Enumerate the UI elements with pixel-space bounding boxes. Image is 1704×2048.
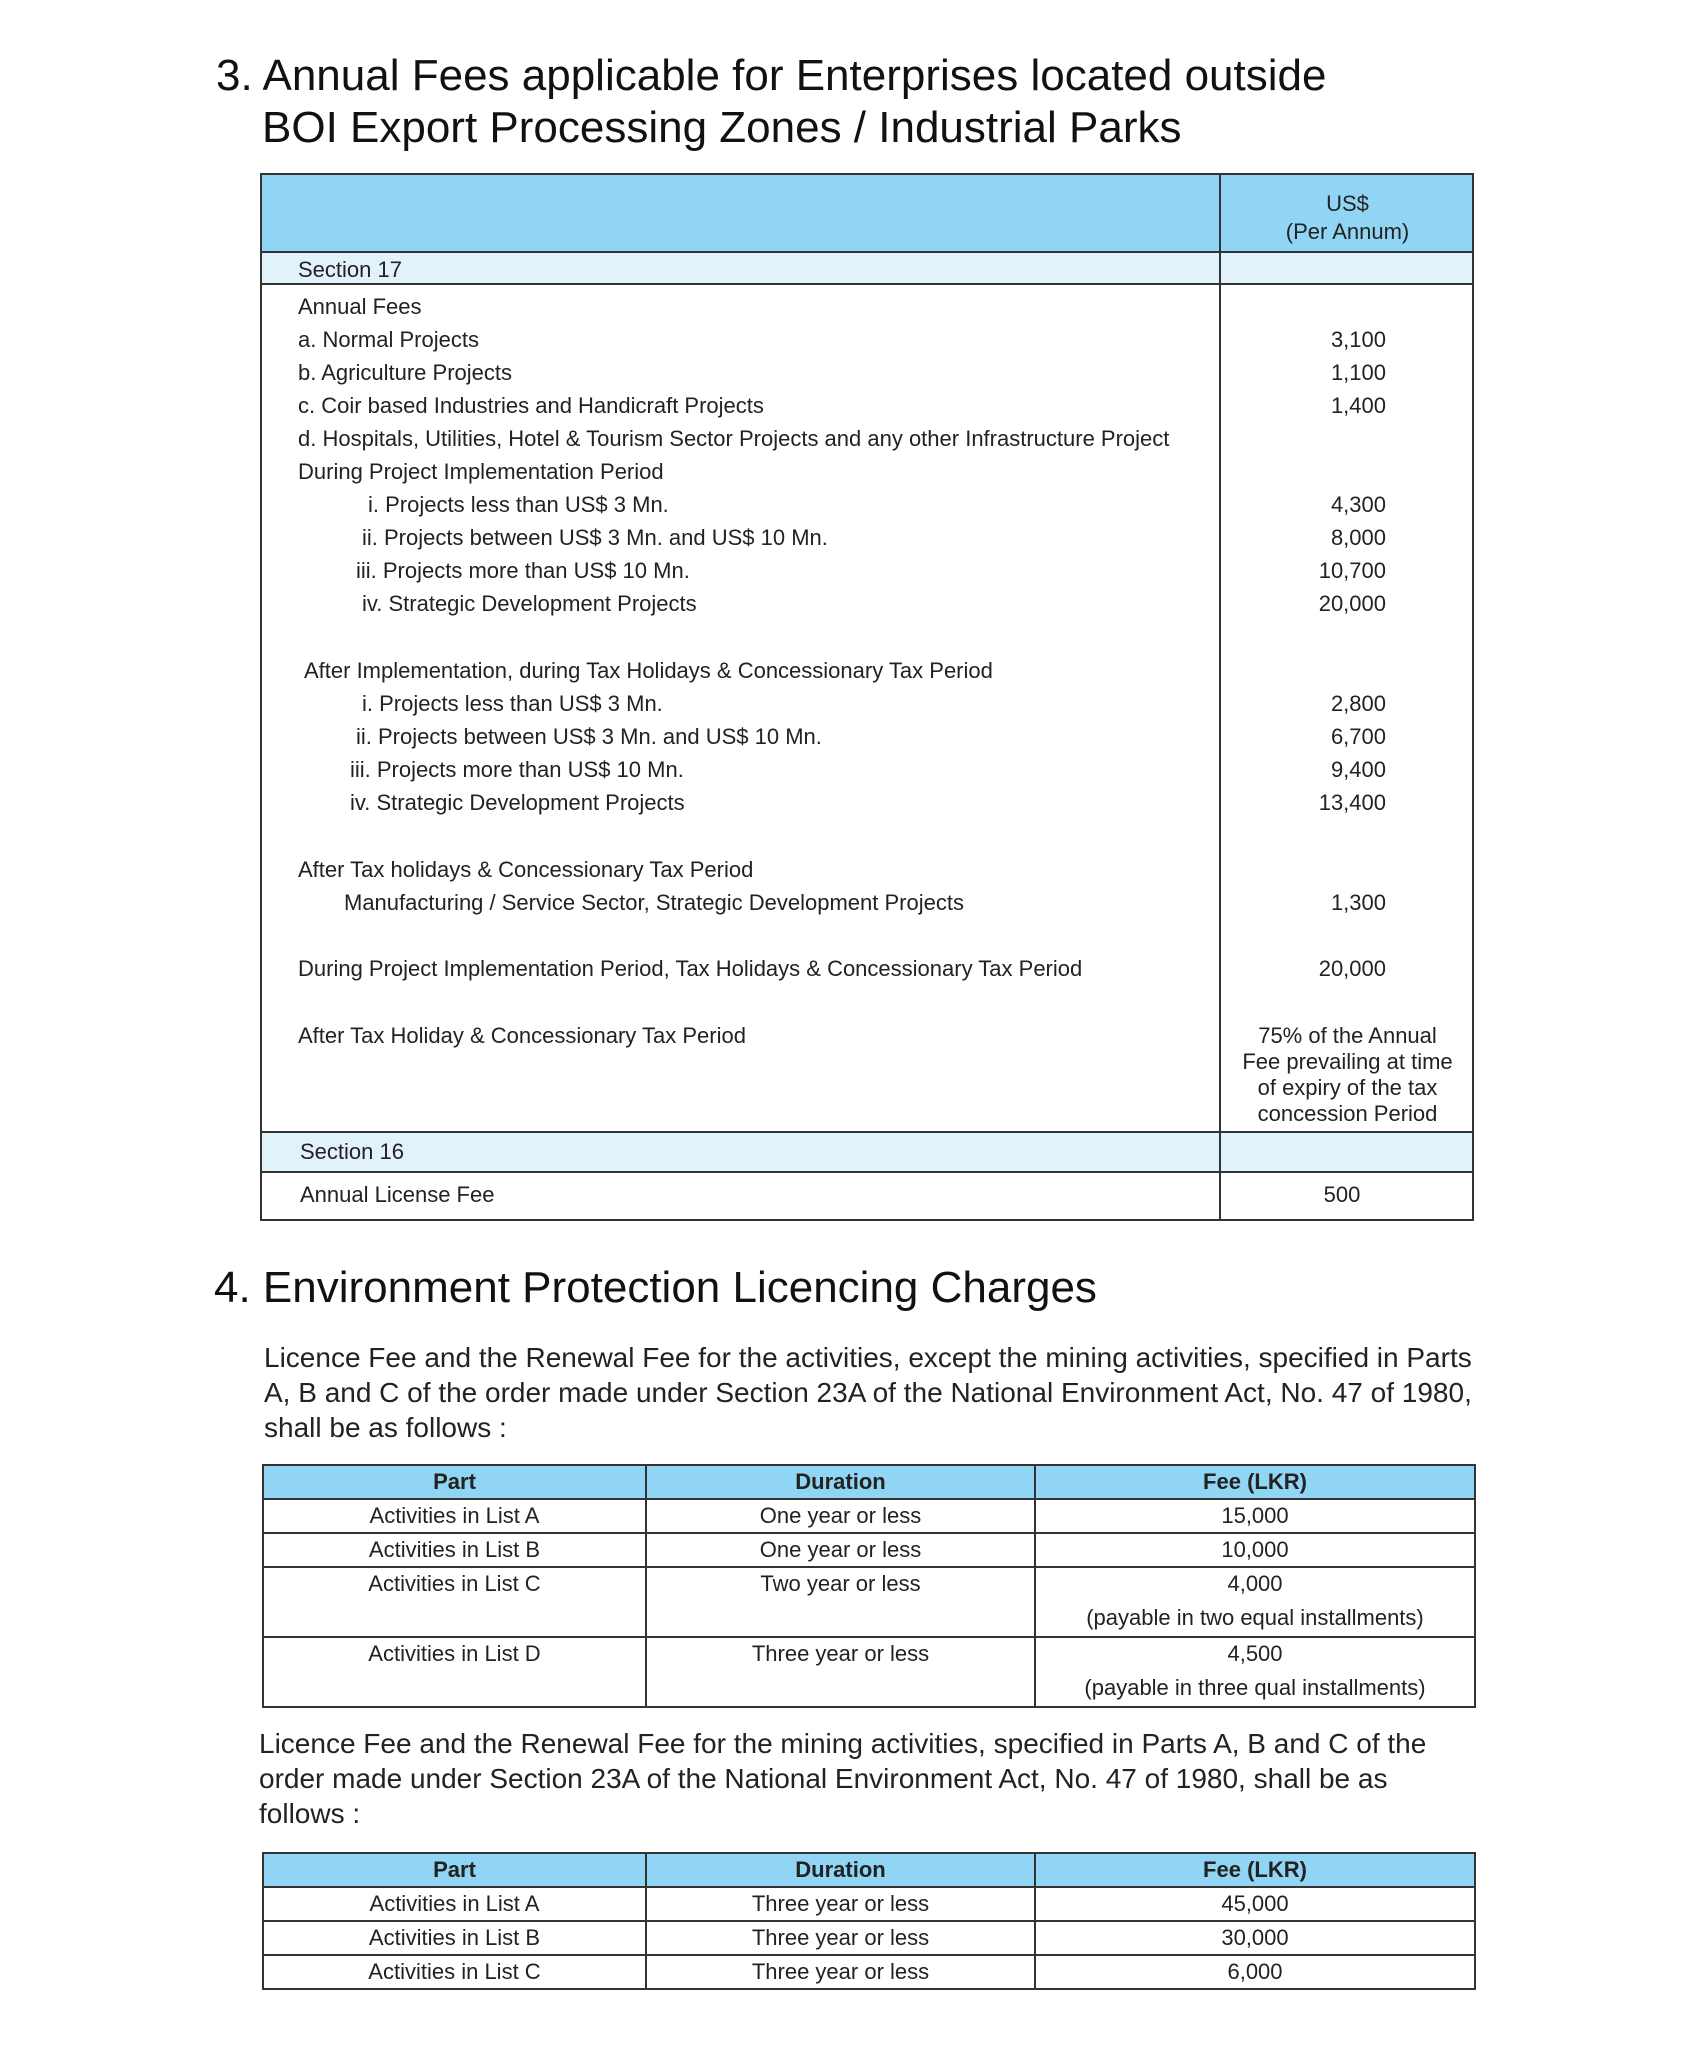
fee-cell <box>1035 1567 1475 1637</box>
section4-intro-line-3: shall be as follows : <box>264 1412 507 1443</box>
mining-intro-line-3: follows : <box>259 1798 361 1829</box>
duration-cell: Three year or less <box>646 1921 1035 1955</box>
after-impl-row-3-value: 9,400 <box>1330 757 1386 782</box>
after-impl-row-4-label: iv. Strategic Development Projects <box>350 790 685 815</box>
table-row <box>263 1921 1475 1955</box>
fee-cell: 6,000 <box>1035 1955 1475 1989</box>
section4-title: 4. Environment Protection Licencing Charges <box>214 1263 1097 1312</box>
fee-note: (payable in two equal installments) <box>1086 1605 1424 1630</box>
duration-cell: Three year or less <box>646 1955 1035 1989</box>
licence-fee-table <box>262 1464 1476 1708</box>
duration-cell: Three year or less <box>646 1887 1035 1921</box>
column-header-duration: Duration <box>646 1465 1035 1499</box>
after-tax-holiday-value-line-4: concession Period <box>1257 1101 1438 1126</box>
part-cell: Activities in List B <box>263 1921 646 1955</box>
impl-row-1-label: i. Projects less than US$ 3 Mn. <box>368 492 669 517</box>
part-cell: Activities in List A <box>263 1499 646 1533</box>
fee-cell: 10,000 <box>1035 1533 1475 1567</box>
coir-projects-label: c. Coir based Industries and Handicraft Projects <box>298 393 764 418</box>
section16-label: Section 16 <box>300 1139 404 1164</box>
duration-cell: One year or less <box>646 1533 1035 1567</box>
table-header-row <box>263 1465 1475 1499</box>
normal-projects-value: 3,100 <box>1330 327 1386 352</box>
coir-projects-value: 1,400 <box>1330 393 1386 418</box>
annual-fees-table <box>260 173 1474 1221</box>
after-impl-row-2-label: ii. Projects between US$ 3 Mn. and US$ 10 Mn. <box>356 724 822 749</box>
implementation-heading: During Project Implementation Period <box>298 459 664 484</box>
fee-value: 4,000 <box>1227 1571 1283 1596</box>
annual-license-fee-label: Annual License Fee <box>300 1182 495 1207</box>
during-all-value: 20,000 <box>1318 956 1386 981</box>
section4-intro-line-1: Licence Fee and the Renewal Fee for the activities, except the mining activities, specified in Parts <box>264 1342 1472 1373</box>
fee-cell: 45,000 <box>1035 1887 1475 1921</box>
part-cell: Activities in List C <box>263 1955 646 1989</box>
table-row <box>263 1533 1475 1567</box>
after-tax-holiday-label: After Tax Holiday & Concessionary Tax Period <box>298 1023 746 1048</box>
fee-value: 4,500 <box>1227 1641 1283 1666</box>
section3-title-line2: BOI Export Processing Zones / Industrial Parks <box>262 103 1182 152</box>
header-currency: US$ <box>1326 191 1369 216</box>
after-tax-holidays-label: Manufacturing / Service Sector, Strategic Development Projects <box>344 890 964 915</box>
header-period: (Per Annum) <box>1285 219 1410 244</box>
table-header-row <box>263 1853 1475 1887</box>
column-header-fee: Fee (LKR) <box>1035 1465 1475 1499</box>
after-tax-holiday-value-line-3: of expiry of the tax <box>1257 1075 1438 1100</box>
after-impl-row-1-value: 2,800 <box>1330 691 1386 716</box>
annual-license-fee-value: 500 <box>1323 1182 1361 1207</box>
impl-row-2-value: 8,000 <box>1330 525 1386 550</box>
normal-projects-label: a. Normal Projects <box>298 327 479 352</box>
fee-cell <box>1035 1637 1475 1707</box>
mining-intro-line-2: order made under Section 23A of the National Environment Act, No. 47 of 1980, shall be as <box>259 1763 1388 1794</box>
duration-cell: Three year or less <box>646 1637 1035 1707</box>
after-tax-holiday-value-line-2: Fee prevailing at time <box>1242 1049 1453 1074</box>
section17-label: Section 17 <box>298 257 402 282</box>
table-row <box>263 1887 1475 1921</box>
column-header-part: Part <box>263 1465 646 1499</box>
column-header-duration: Duration <box>646 1853 1035 1887</box>
table-row <box>263 1955 1475 1989</box>
fee-cell: 30,000 <box>1035 1921 1475 1955</box>
part-cell: Activities in List B <box>263 1533 646 1567</box>
fee-cell: 15,000 <box>1035 1499 1475 1533</box>
fee-note: (payable in three qual installments) <box>1084 1675 1426 1700</box>
table-row <box>263 1637 1475 1707</box>
after-impl-row-3-label: iii. Projects more than US$ 10 Mn. <box>350 757 684 782</box>
section3-title-line1: 3. Annual Fees applicable for Enterprises located outside <box>216 51 1327 100</box>
during-all-label: During Project Implementation Period, Tax Holidays & Concessionary Tax Period <box>298 956 1083 981</box>
annual-fees-label: Annual Fees <box>298 294 422 319</box>
table-row <box>263 1567 1475 1637</box>
impl-row-4-label: iv. Strategic Development Projects <box>362 591 697 616</box>
after-impl-row-2-value: 6,700 <box>1330 724 1386 749</box>
agri-projects-label: b. Agriculture Projects <box>298 360 512 385</box>
part-cell: Activities in List D <box>263 1637 646 1707</box>
table-row <box>263 1499 1475 1533</box>
after-implementation-heading: After Implementation, during Tax Holidays & Concessionary Tax Period <box>304 658 993 683</box>
impl-row-3-label: iii. Projects more than US$ 10 Mn. <box>356 558 690 583</box>
impl-row-4-value: 20,000 <box>1318 591 1386 616</box>
column-header-fee: Fee (LKR) <box>1035 1853 1475 1887</box>
part-cell: Activities in List A <box>263 1887 646 1921</box>
part-cell: Activities in List C <box>263 1567 646 1637</box>
impl-row-1-value: 4,300 <box>1330 492 1386 517</box>
after-impl-row-4-value: 13,400 <box>1318 790 1386 815</box>
impl-row-3-value: 10,700 <box>1318 558 1386 583</box>
impl-row-2-label: ii. Projects between US$ 3 Mn. and US$ 10 Mn. <box>362 525 828 550</box>
duration-cell: One year or less <box>646 1499 1035 1533</box>
after-tax-holidays-value: 1,300 <box>1330 890 1386 915</box>
column-header-part: Part <box>263 1853 646 1887</box>
mining-intro-line-1: Licence Fee and the Renewal Fee for the mining activities, specified in Parts A, B and C of the <box>259 1728 1427 1759</box>
duration-cell: Two year or less <box>646 1567 1035 1637</box>
after-impl-row-1-label: i. Projects less than US$ 3 Mn. <box>362 691 663 716</box>
after-tax-holidays-heading: After Tax holidays & Concessionary Tax Period <box>298 857 754 882</box>
after-tax-holiday-value-line-1: 75% of the Annual <box>1258 1023 1437 1048</box>
hospitals-label: d. Hospitals, Utilities, Hotel & Tourism Sector Projects and any other Infrastructure Project <box>298 426 1170 451</box>
mining-licence-fee-table <box>262 1852 1476 1990</box>
agri-projects-value: 1,100 <box>1330 360 1386 385</box>
section4-intro-line-2: A, B and C of the order made under Section 23A of the National Environment Act, No. 47 of 1980, <box>264 1377 1472 1408</box>
